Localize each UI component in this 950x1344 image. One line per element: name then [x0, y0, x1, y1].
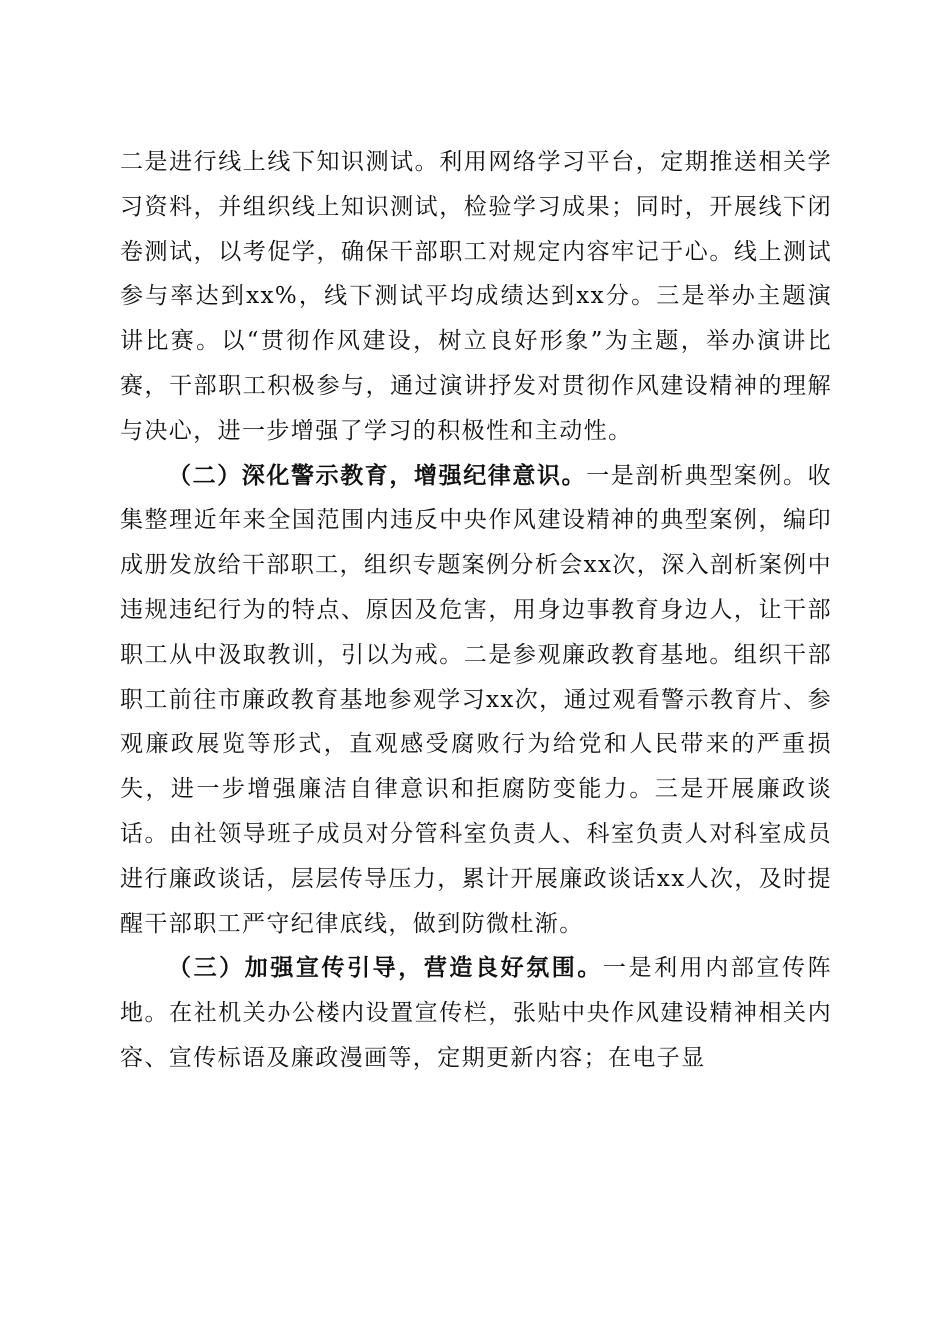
paragraph-body: 一是利用内部宣传阵地。在社机关办公楼内设置宣传栏，张贴中央作风建设精神相关内容、宣传标语及廉政漫画等，定期更新内容；在电子显 [120, 955, 832, 1071]
paragraph-knowledge-test [120, 140, 832, 454]
paragraph-publicity [120, 946, 832, 1080]
paragraph-warning-education [120, 454, 832, 947]
section-heading: （三）加强宣传引导，营造良好氛围。 [168, 954, 603, 982]
paragraph-body: 二是进行线上线下知识测试。利用网络学习平台，定期推送相关学习资料，并组织线上知识测试，检验学习成果；同时，开展线下闭卷测试，以考促学，确保干部职工对规定内容牢记于心。线上测试参与率达到xx%，线下测试平均成绩达到xx分。三是举办主题演讲比赛。以“贯彻作风建设，树立良好形象”为主题，举办演讲比赛，干部职工积极参与，通过演讲抒发对贯彻作风建设精神的理解与决心，进一步增强了学习的积极性和主动性。 [120, 149, 832, 444]
paragraph-body: 一是剖析典型案例。收集整理近年来全国范围内违反中央作风建设精神的典型案例，编印成册发放给干部职工，组织专题案例分析会xx次，深入剖析案例中违规违纪行为的特点、原因及危害，用身边事教育身边人，让干部职工从中汲取教训，引以为戒。二是参观廉政教育基地。组织干部职工前往市廉政教育基地参观学习xx次，通过观看警示教育片、参观廉政展览等形式，直观感受腐败行为给党和人民带来的严重损失，进一步增强廉洁自律意识和拒腐防变能力。三是开展廉政谈话。由社领导班子成员对分管科室负责人、科室负责人对科室成员进行廉政谈话，层层传导压力，累计开展廉政谈话xx人次，及时提醒干部职工严守纪律底线，做到防微杜渐。 [120, 462, 832, 937]
document-body [120, 140, 832, 1081]
section-heading: （二）深化警示教育，增强纪律意识。 [168, 461, 587, 489]
